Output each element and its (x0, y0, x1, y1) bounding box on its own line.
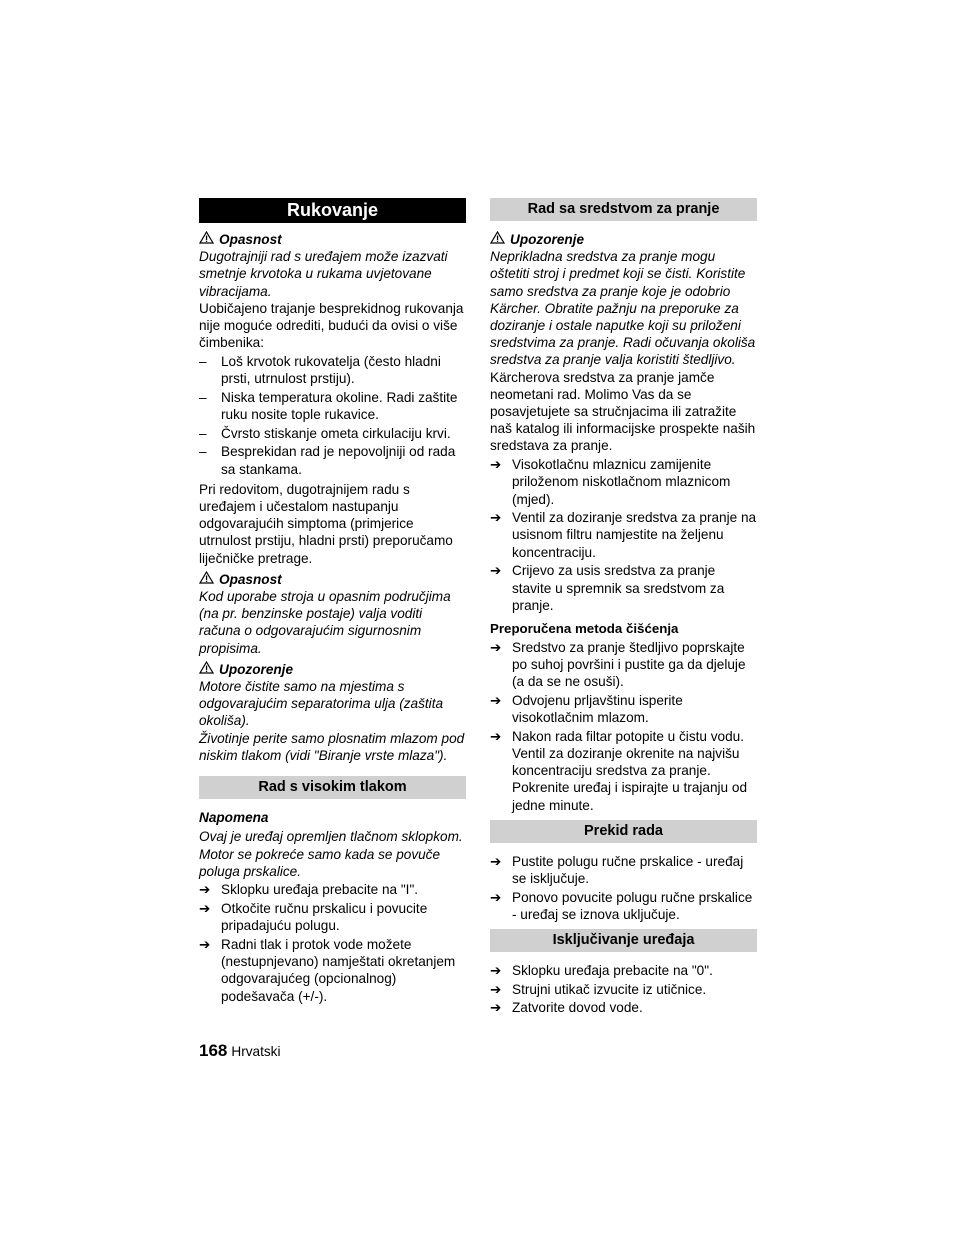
step-list (490, 639, 757, 814)
warning-text: Neprikladna sredstva za pranje mogu oštetiti stroj i predmet koji se čisti. Koristite samo sredstva za pranje koje je odobrio Kärcher. Obratite pažnju na preporuke za doziranje i ostale naputke koji su priloženi sredstvima za pranje. Radi očuvanja okoliša sredstva za pranje valja koristiti štedljivo. (490, 249, 756, 368)
warning-triangle-icon (199, 571, 215, 588)
list-item: ➔ Pustite polugu ručne prskalice - uređaj se isključuje. (490, 853, 744, 886)
warning-triangle-icon (490, 231, 506, 248)
list-item: ➔ Nakon rada filtar potopite u čistu vodu. Ventil za doziranje okrenite na najvišu koncentraciju sredstva za pranje. Pokrenite uređaj i ispirajte u trajanju od jedne minute. (490, 728, 748, 813)
warning-triangle-icon (199, 661, 215, 678)
list-item: ➔ Zatvorite dovod vode. (490, 1000, 643, 1016)
list-item: ➔ Ventil za doziranje sredstva za pranje na usisnom filtru namjestite na željenu koncentraciju. (490, 510, 757, 560)
factor-list (199, 353, 466, 478)
karcher-text: Kärcherova sredstva za pranje jamče neometani rad. Molimo Vas da se posavjetujete sa stručnjacima ili zatražite naš katalog ili informacijske prospekte naših sredstava za pranje. (490, 369, 756, 454)
arrow-right-icon: ➔ (490, 692, 502, 708)
arrow-right-icon: ➔ (199, 882, 211, 898)
list-item: ➔ Strujni utikač izvucite iz utičnice. (490, 981, 707, 997)
warning-text: Životinje perite samo plosnatim mlazom pod niskim tlakom (vidi "Biranje vrste mlaza"). (199, 730, 465, 763)
note-heading: Napomena (199, 810, 269, 826)
warning-text: Motore čistite samo na mjestima s odgovarajućim separatorima ulja (zaštita okoliša). (199, 679, 444, 729)
arrow-right-icon: ➔ (490, 510, 502, 526)
step-list (490, 962, 757, 1017)
list-item: ➔ Visokotlačnu mlaznicu zamijenite priloženom niskotlačnom mlaznicom (mjed). (490, 457, 731, 507)
page-footer (199, 1041, 280, 1062)
list-item: ➔ Sklopku uređaja prebacite na "I". (199, 882, 419, 898)
left-column (199, 198, 466, 1005)
danger-text: Dugotrajniji rad s uređajem može izazvati smetnje krvotoka u rukama uvjetovane vibracijama. (199, 249, 448, 299)
list-item: – Niska temperatura okoline. Radi zaštite ruku nosite tople rukavice. (199, 389, 458, 423)
warning-triangle-icon (199, 231, 215, 248)
arrow-right-icon: ➔ (199, 937, 211, 953)
note-text: Ovaj je uređaj opremljen tlačnom sklopkom. Motor se pokreće samo kada se povuče poluga prskalice. (199, 829, 463, 879)
step-list (490, 853, 757, 923)
warning-heading: Upozorenje (199, 661, 466, 678)
list-item: – Loš krvotok rukovatelja (često hladni prsti, utrnulost prstiju). (199, 353, 441, 387)
list-item: ➔ Sredstvo za pranje štedljivo poprskajte po suhoj površini i pustite ga da djeluje (a da se ne osuši). (490, 639, 746, 690)
symptoms-text: Pri redovitom, dugotrajnijem radu s uređajem i učestalom nastupanju odgovarajućih simptoma (primjerice utrnulost prstiju, hladni prsti) preporučamo liječničke pretrage. (199, 481, 453, 566)
arrow-right-icon: ➔ (199, 901, 211, 917)
section-title-interrupt: Prekid rada (490, 820, 757, 843)
list-item: ➔ Odvojenu prljavštinu isperite visokotlačnim mlazom. (490, 692, 683, 725)
section-title-switch-off: Isključivanje uređaja (490, 929, 757, 952)
arrow-right-icon: ➔ (490, 728, 502, 744)
arrow-right-icon: ➔ (490, 563, 502, 579)
arrow-right-icon: ➔ (490, 1000, 502, 1016)
danger-heading: Opasnost (199, 571, 466, 588)
page-number: 168 (199, 1041, 228, 1060)
section-title-rukovanje: Rukovanje (199, 198, 466, 223)
danger-text: Kod uporabe stroja u opasnim područjima (na pr. benzinske postaje) valja voditi računa o odgovarajućim sigurnosnim propisima. (199, 589, 451, 656)
step-list (490, 456, 757, 614)
arrow-right-icon: ➔ (490, 457, 502, 473)
list-item: ➔ Sklopku uređaja prebacite na "0". (490, 963, 713, 979)
step-list (199, 881, 466, 1004)
danger-heading: Opasnost (199, 231, 466, 248)
list-item: ➔ Radni tlak i protok vode možete (nestupnjevano) namještati okretanjem odgovarajućeg (opcionalnog) podešavača (+/-). (199, 937, 456, 1004)
arrow-right-icon: ➔ (490, 981, 502, 997)
arrow-right-icon: ➔ (490, 889, 502, 905)
arrow-right-icon: ➔ (490, 639, 502, 655)
language-label: Hrvatski (231, 1044, 281, 1059)
warning-heading: Upozorenje (490, 231, 757, 248)
right-column (490, 198, 757, 1017)
section-title-high-pressure: Rad s visokim tlakom (199, 776, 466, 799)
list-item: ➔ Otkočite ručnu prskalicu i povucite pripadajuću polugu. (199, 901, 428, 934)
list-item: – Besprekidan rad je nepovoljniji od rada sa stankama. (199, 444, 456, 477)
arrow-right-icon: ➔ (490, 963, 502, 979)
list-item: ➔ Crijevo za usis sredstva za pranje stavite u spremnik sa sredstvom za pranje. (490, 563, 725, 613)
section-title-detergent: Rad sa sredstvom za pranje (490, 198, 757, 221)
intro-text: Uobičajeno trajanje besprekidnog rukovanja nije moguće odrediti, budući da ovisi o više čimbenika: (199, 300, 464, 351)
list-item: ➔ Ponovo povucite polugu ručne prskalice - uređaj se iznova uključuje. (490, 889, 753, 922)
method-heading: Preporučena metoda čišćenja (490, 620, 679, 636)
list-item: – Čvrsto stiskanje ometa cirkulaciju krvi. (199, 425, 451, 441)
arrow-right-icon: ➔ (490, 853, 502, 869)
